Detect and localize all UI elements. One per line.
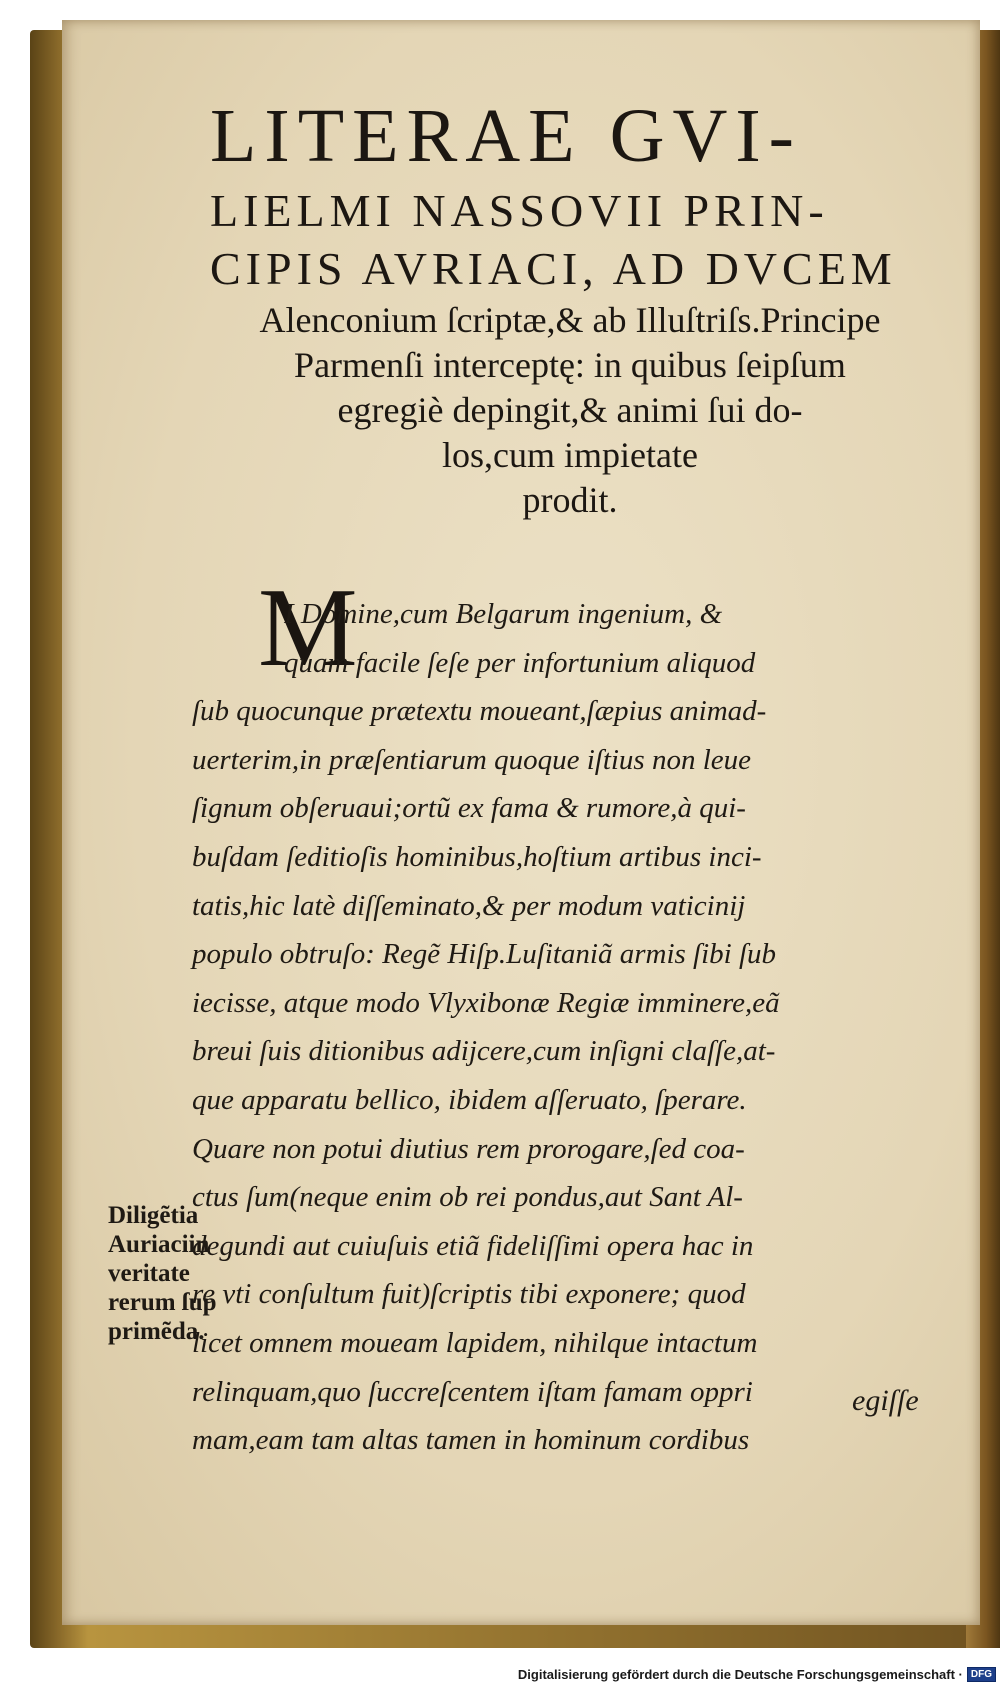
- text-line: ſub quocunque prætextu moueant,ſæpius animad-: [192, 695, 767, 728]
- text-line: re vti conſultum fuit)ſcriptis tibi exponere; quod: [192, 1278, 746, 1311]
- text-line: I Domine,cum Belgarum ingenium, &: [284, 598, 723, 630]
- catchword: egiſſe: [852, 1384, 919, 1417]
- body-text: [192, 590, 934, 1465]
- text-line: degundi aut cuiuſuis etiã fideliſſimi opera hac in: [192, 1229, 754, 1262]
- title-block: [210, 90, 930, 523]
- drop-capital: M: [258, 566, 358, 690]
- text-line: Quare non potui diutius rem prorogare,ſed coa-: [192, 1132, 745, 1165]
- text-line: ſignum obſeruaui;ortũ ex fama & rumore,à qui-: [192, 792, 746, 825]
- text-line: mam,eam tam altas tamen in hominum cordibus: [192, 1424, 750, 1457]
- marginal-note-line: primẽda.: [108, 1318, 205, 1345]
- marginal-note-line: rerum ſup: [108, 1289, 217, 1316]
- marginal-note-line: veritate: [108, 1260, 190, 1287]
- digitization-footer: [518, 1667, 996, 1682]
- footer-credit-text: Digitalisierung gefördert durch die Deutsche Forschungsgemeinschaft ·: [517, 1667, 963, 1682]
- text-line: uerterim,in præſentiarum quoque iſtius non leue: [192, 743, 752, 776]
- title-line-1: LITERAE GVI-: [210, 94, 802, 178]
- text-line: ctus ſum(neque enim ob rei pondus,aut Sant Al-: [192, 1181, 743, 1214]
- text-line: relinquam,quo ſuccreſcentem iſtam famam oppri: [192, 1375, 753, 1408]
- subtitle-line: prodit.: [522, 480, 618, 520]
- title-line-3: CIPIS AVRIACI, AD DVCEM: [210, 243, 897, 294]
- subtitle-line: egregiè depingit,& animi ſui do-: [337, 390, 803, 430]
- subtitle-line: los,cum impietate: [442, 435, 698, 475]
- dfg-logo: DFG: [967, 1667, 996, 1682]
- text-line: que apparatu bellico, ibidem aſſeruato, ſperare.: [192, 1083, 747, 1116]
- marginal-note-line: Diligẽtia: [108, 1202, 199, 1229]
- text-line: iecisse, atque modo Vlyxibonæ Regiæ imminere,eã: [192, 986, 780, 1019]
- marginal-note-line: Auriaciin: [108, 1231, 210, 1258]
- text-line: breui ſuis ditionibus adijcere,cum inſigni claſſe,at-: [192, 1035, 776, 1068]
- text-line: buſdam ſeditioſis hominibus,hoſtium artibus inci-: [192, 840, 762, 873]
- text-line: licet omnem moueam lapidem, nihilque intactum: [192, 1326, 758, 1359]
- title-line-2: LIELMI NASSOVII PRIN-: [210, 185, 829, 236]
- subtitle-line: Alenconium ſcriptæ,& ab Illuſtriſs.Principe: [259, 300, 881, 340]
- subtitle-line: Parmenſi interceptę: in quibus ſeipſum: [294, 345, 846, 385]
- text-line: quam facile ſeſe per infortunium aliquod: [284, 646, 756, 679]
- marginal-note: [108, 1201, 217, 1346]
- text-line: tatis,hic latè diſſeminato,& per modum vaticinij: [192, 889, 746, 922]
- text-line: populo obtruſo: Regẽ Hiſp.Luſitaniã armis ſibi ſub: [192, 938, 777, 971]
